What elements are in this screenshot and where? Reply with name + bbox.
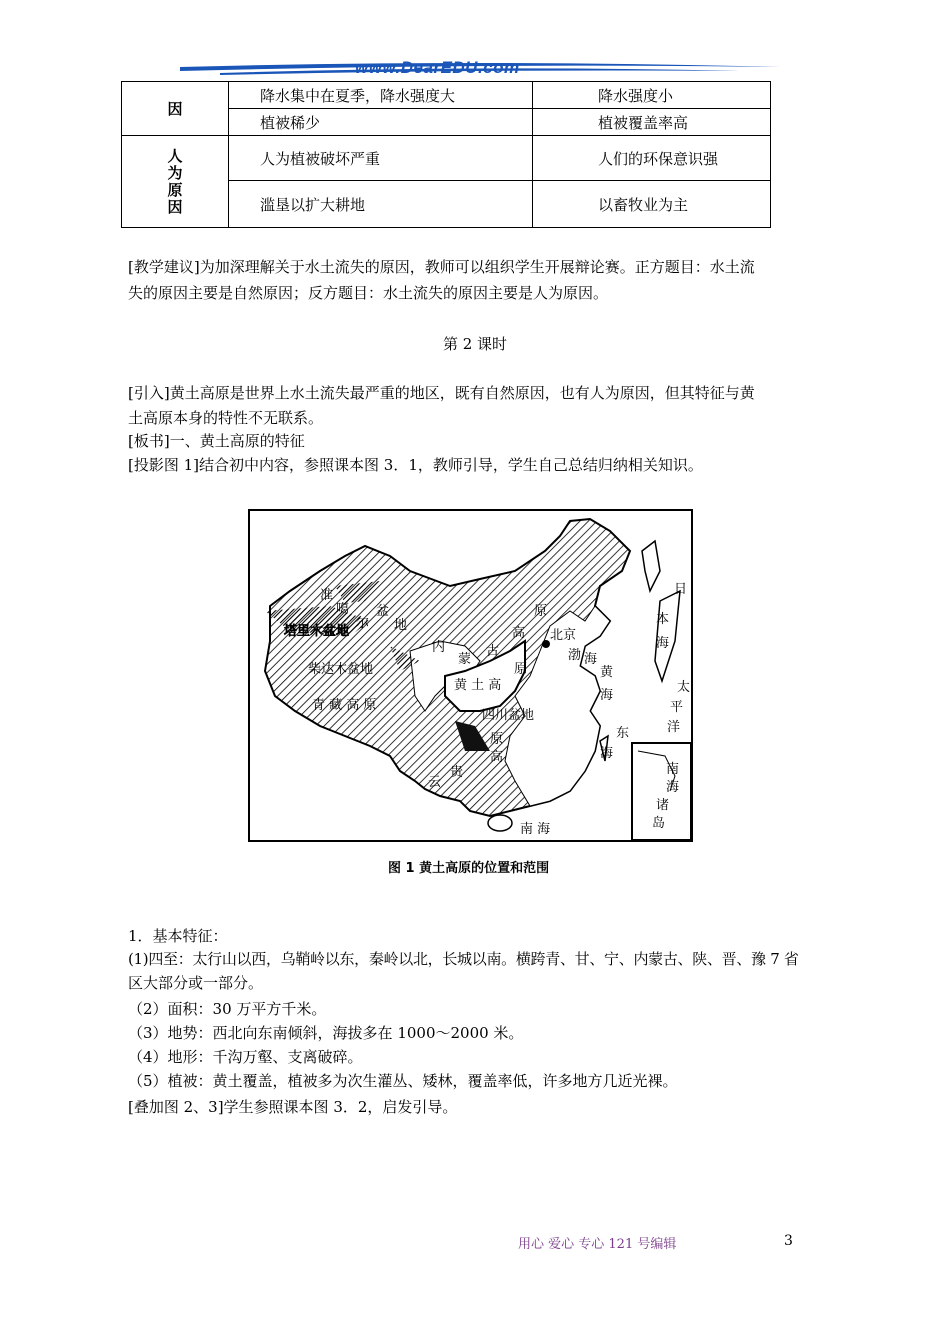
row-head-char: 为 [167, 163, 183, 182]
map-label: 海 [656, 636, 670, 651]
table-row [122, 136, 771, 181]
loess-plateau-map [248, 509, 693, 842]
map-label: 青 藏 高 原 [312, 698, 377, 713]
map-label: 噶 [336, 602, 350, 617]
projection-line: [投影图 1]结合初中内容，参照课本图 3．1，教师引导，学生自己总结归纳相关知识。 [128, 456, 703, 474]
map-label: 黄 土 高 [454, 678, 502, 693]
map-label: 蒙 [458, 652, 472, 667]
map-label: 洋 [667, 720, 681, 735]
map-label: 塔里木盆地 [284, 624, 350, 639]
feature-item-4: （4）地形：千沟万壑、支离破碎。 [128, 1048, 363, 1066]
map-label: 东 [616, 726, 630, 741]
map-label: 高 [512, 626, 526, 641]
map-label: 海 [584, 652, 598, 667]
table-cell: 植被稀少 [229, 109, 533, 136]
row-head-char: 人 [167, 146, 183, 165]
map-label: 原 [534, 604, 548, 619]
board-line: [板书]一、黄土高原的特征 [128, 432, 305, 450]
map-label: 地 [394, 618, 408, 633]
row-head-natural: 因 [122, 82, 229, 136]
map-label: 内 [432, 640, 446, 655]
table-cell: 降水强度小 [533, 82, 771, 109]
page-number: 3 [784, 1233, 793, 1249]
map-label: 四川盆地 [482, 708, 535, 723]
map-label: 准 [320, 588, 334, 603]
map-label: 诸 [656, 798, 670, 813]
map-drawing [250, 511, 691, 840]
map-label: 海 [600, 746, 614, 761]
map-label: 南 [666, 762, 680, 777]
map-label: 岛 [652, 816, 666, 831]
section-title: 1．基本特征： [128, 927, 228, 945]
map-label: 本 [656, 612, 670, 627]
table-cell: 降水集中在夏季，降水强度大 [229, 82, 533, 109]
map-caption: 图 1 黄土高原的位置和范围 [388, 861, 550, 876]
map-label: 柴达木盆地 [308, 662, 374, 677]
intro-line2: 土高原本身的特性不无联系。 [128, 409, 324, 427]
map-label: 原 [490, 732, 504, 747]
teaching-suggestion-line1: [教学建议]为加深理解关于水土流失的原因，教师可以组织学生开展辩论赛。正方题目：水土流 [128, 258, 755, 276]
row-head-human [122, 136, 229, 228]
map-label: 尔 [356, 616, 370, 631]
overlay-instruction: [叠加图 2、3]学生参照课本图 3．2，启发引导。 [128, 1098, 458, 1116]
teaching-suggestion-line2: 失的原因主要是自然原因；反方题目：水土流失的原因主要是人为原因。 [128, 284, 609, 302]
table-row [122, 82, 771, 109]
table-cell: 滥垦以扩大耕地 [229, 181, 533, 228]
map-label: 海 [666, 780, 680, 795]
map-label: 北京 [550, 628, 577, 643]
row-head-char: 原 [167, 180, 183, 199]
footer-text: 用心 爱心 专心 121 号编辑 [518, 1237, 677, 1252]
map-label: 高 [490, 750, 504, 765]
map-label: 古 [486, 644, 500, 659]
lesson-title: 第 2 课时 [442, 335, 508, 353]
table-cell: 人们的环保意识强 [533, 136, 771, 181]
map-label: 黄 [600, 665, 614, 680]
map-label: 太 [677, 680, 691, 695]
feature-item-3: （3）地势：西北向东南倾斜，海拔多在 1000～2000 米。 [128, 1024, 524, 1042]
map-label: 渤 [568, 648, 582, 663]
feature-item-5: （5）植被：黄土覆盖，植被多为次生灌丛、矮林，覆盖率低，许多地方几近光裸。 [128, 1072, 678, 1090]
map-label: 云 [428, 775, 442, 790]
table-cell: 以畜牧业为主 [533, 181, 771, 228]
site-logo-text[interactable]: www.DearEDU.com [355, 58, 520, 77]
map-label: 原 [514, 662, 528, 677]
map-label: 南 海 [520, 822, 551, 837]
feature-item-1a: (1)四至：太行山以西，乌鞘岭以东，秦岭以北，长城以南。横跨青、甘、宁、内蒙古、陕、晋、豫 7 省 [128, 950, 799, 968]
map-label: 日 [674, 582, 688, 597]
cause-table [121, 81, 771, 228]
map-label: 海 [600, 688, 614, 703]
map-label: 贵 [450, 765, 464, 780]
table-cell: 植被覆盖率高 [533, 109, 771, 136]
table-cell: 人为植被破坏严重 [229, 136, 533, 181]
feature-item-2: （2）面积：30 万平方千米。 [128, 1000, 327, 1018]
row-head-char: 因 [167, 197, 183, 216]
map-label: 盆 [376, 604, 390, 619]
intro-line1: [引入]黄土高原是世界上水土流失最严重的地区，既有自然原因，也有人为原因，但其特征与黄 [128, 384, 755, 402]
map-label: 平 [670, 700, 684, 715]
feature-item-1b: 区大部分或一部分。 [128, 974, 264, 992]
